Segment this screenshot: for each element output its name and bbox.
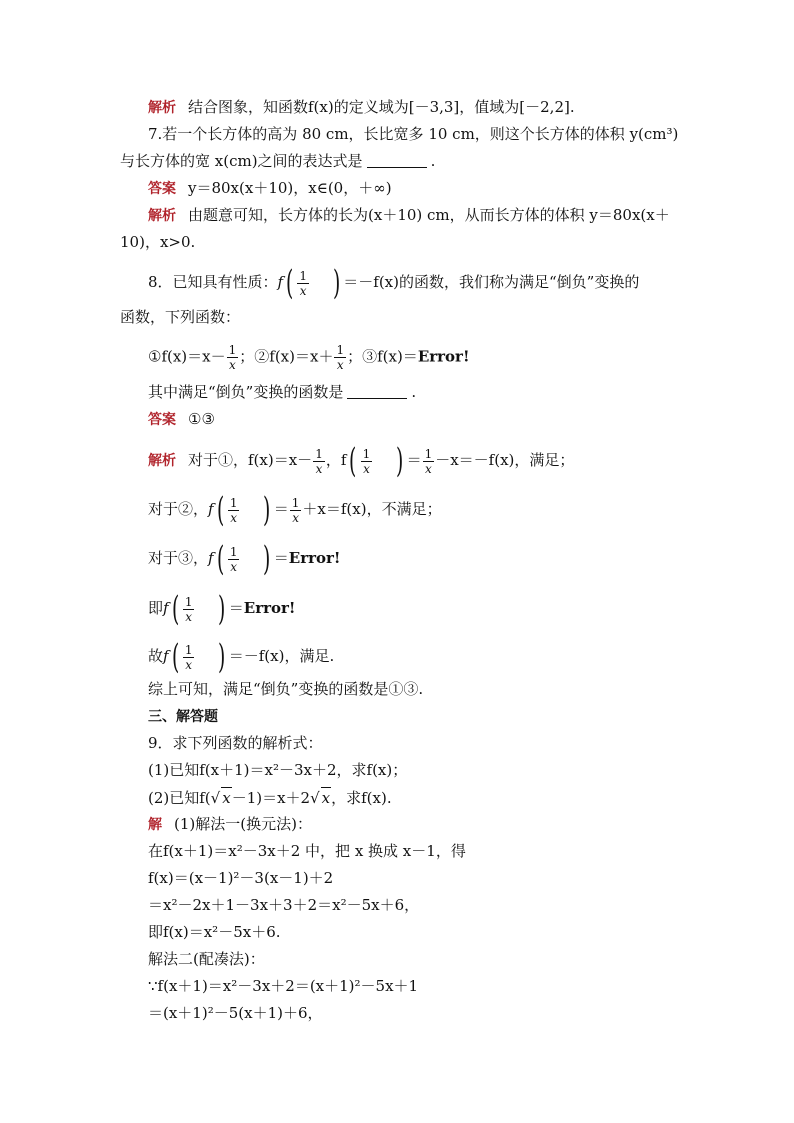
function-symbol: f xyxy=(277,273,284,291)
q9-solution-line-3 xyxy=(148,868,333,888)
analysis-3-pre: 对于③， xyxy=(148,549,209,567)
q8-analysis-line-3 xyxy=(148,539,341,579)
q9-solution-text-1: (1)解法一(换元法)： xyxy=(174,815,312,833)
fraction-numerator: 1 xyxy=(184,642,193,657)
q9-solution-line-2 xyxy=(148,841,466,861)
q9-part1-line xyxy=(148,760,407,780)
q9-part2-line xyxy=(148,787,392,808)
q7-analysis-text-1: 由题意可知，长方体的长为(x＋10) cm，从而长方体的体积 y＝80x(x＋ xyxy=(188,206,670,224)
sqrt-radicand: x xyxy=(222,789,231,807)
analysis-label: 解析 xyxy=(148,453,176,469)
fraction-denominator: x xyxy=(336,358,344,372)
fraction-numerator: 1 xyxy=(336,343,345,357)
fraction-numerator: 1 xyxy=(184,594,193,609)
analysis-1-pre: 对于①，f(x)＝x－ xyxy=(188,451,313,469)
fraction-numerator: 1 xyxy=(229,544,238,559)
fraction-1-over-x xyxy=(228,496,240,525)
q8-analysis-line-5 xyxy=(148,637,335,677)
q9-stem-text: 9．求下列函数的解析式： xyxy=(148,734,323,752)
function-symbol: f xyxy=(163,599,169,617)
fraction-denominator: x xyxy=(229,358,236,372)
analysis-4-pre: 即 xyxy=(148,599,164,617)
right-paren: ) xyxy=(218,589,226,629)
q8-analysis-line-2 xyxy=(148,490,442,530)
sqrt-symbol: √ xyxy=(210,789,221,807)
q9-solution-line-6 xyxy=(148,949,265,969)
right-paren: ) xyxy=(396,441,404,481)
left-paren: ( xyxy=(216,490,224,530)
equals-sign: ＝ xyxy=(273,549,289,567)
function-symbol: f xyxy=(163,647,169,665)
fraction-1-over-x xyxy=(361,447,373,476)
analysis-2-pre: 对于②， xyxy=(148,500,209,518)
error-text: Error! xyxy=(288,549,341,567)
q7-analysis-text-2: 10)，x>0. xyxy=(120,233,196,251)
analysis-5-end: ＝－f(x)，满足. xyxy=(228,647,335,665)
fraction-denominator: x xyxy=(425,461,432,476)
fraction-1-over-x xyxy=(423,447,435,476)
q9-solution-text-7: ∵f(x＋1)＝x²－3x＋2＝(x＋1)²－5x＋1 xyxy=(148,977,419,995)
q7-analysis-line-2 xyxy=(120,232,195,252)
q9-part2-pre: (2)已知f( xyxy=(148,789,211,807)
fraction-1-over-x xyxy=(227,343,239,372)
q7-stem-end: . xyxy=(430,152,436,170)
fraction-denominator: x xyxy=(299,283,307,298)
equals-sign: ＝ xyxy=(273,500,289,518)
fraction-denominator: x xyxy=(315,461,323,476)
analysis-5-pre: 故 xyxy=(148,647,164,665)
q9-solution-text-8: ＝(x＋1)²－5(x＋1)＋6， xyxy=(148,1004,323,1022)
q8-stem-line-1 xyxy=(148,263,640,303)
analysis-label: 解析 xyxy=(148,100,176,116)
analysis-label: 解析 xyxy=(148,208,176,224)
right-paren: ) xyxy=(263,490,271,530)
q8-functions-line xyxy=(148,343,470,372)
left-paren: ( xyxy=(171,589,179,629)
fraction-1-over-x xyxy=(290,496,302,525)
q8-analysis-line-4 xyxy=(148,589,296,629)
fraction-1-over-x xyxy=(334,343,346,372)
q9-solution-text-5: 即f(x)＝x²－5x＋6. xyxy=(148,923,281,941)
q9-solution-text-3: f(x)＝(x－1)²－3(x－1)＋2 xyxy=(148,869,334,887)
function-3-pre: ；③f(x)＝ xyxy=(347,347,418,366)
q9-solution-line-8 xyxy=(148,1003,323,1023)
left-paren: ( xyxy=(171,637,179,677)
fraction-1-over-x xyxy=(228,545,240,574)
fraction-denominator: x xyxy=(230,510,238,525)
section-title: 三、解答题 xyxy=(148,709,218,725)
fraction-numerator: 1 xyxy=(424,446,433,461)
q8-analysis-line-1 xyxy=(148,441,575,481)
fraction-denominator: x xyxy=(363,461,370,476)
fraction-denominator: x xyxy=(230,559,238,574)
q8-stem-text-b: ＝－f(x)的函数，我们称为满足“倒负”变换的 xyxy=(343,273,640,291)
fraction-numerator: 1 xyxy=(362,446,371,461)
q8-question-line xyxy=(148,382,416,402)
left-paren: ( xyxy=(286,263,294,303)
error-text: Error! xyxy=(417,347,470,366)
solution-label: 解 xyxy=(148,817,162,833)
q8-question-end: . xyxy=(411,383,417,401)
right-paren: ) xyxy=(263,539,271,579)
error-text: Error! xyxy=(243,599,296,617)
q8-answer-line xyxy=(148,409,215,430)
q9-solution-text-2: 在f(x＋1)＝x²－3x＋2 中，把 x 换成 x－1，得 xyxy=(148,842,466,860)
section-heading xyxy=(148,706,218,727)
function-symbol: f xyxy=(208,549,214,567)
function-1-pre: ①f(x)＝x－ xyxy=(148,347,226,366)
q7-stem-line-2 xyxy=(120,151,435,171)
fraction-1-over-x xyxy=(297,269,309,298)
q7-analysis-line-1 xyxy=(148,205,670,226)
q9-solution-text-6: 解法二(配凑法)： xyxy=(148,950,265,968)
fraction-denominator: x xyxy=(185,609,193,624)
fraction-1-over-x xyxy=(183,643,195,672)
analysis-2-end: ＋x＝f(x)，不满足； xyxy=(302,500,442,518)
right-paren: ) xyxy=(333,263,341,303)
q9-solution-line-4 xyxy=(148,895,419,915)
q7-stem-text-2: 与长方体的宽 x(cm)之间的表达式是 xyxy=(120,152,363,170)
fraction-1-over-x xyxy=(183,595,195,624)
equals-sign: ＝ xyxy=(406,451,422,469)
q9-stem-line xyxy=(148,733,323,753)
answer-label: 答案 xyxy=(148,412,176,428)
q9-part1-text: (1)已知f(x＋1)＝x²－3x＋2，求f(x)； xyxy=(148,761,408,779)
q6-analysis-text: 结合图象，知函数f(x)的定义域为[－3,3]，值域为[－2,2]. xyxy=(188,98,575,116)
sqrt-symbol: √ xyxy=(310,789,320,807)
fraction-numerator: 1 xyxy=(228,343,237,357)
q9-solution-line-7 xyxy=(148,976,418,996)
q9-solution-line-5 xyxy=(148,922,281,942)
q7-answer-line xyxy=(148,178,392,199)
fraction-numerator: 1 xyxy=(299,268,308,283)
q9-solution-text-4: ＝x²－2x＋1－3x＋3＋2＝x²－5x＋6， xyxy=(148,896,420,914)
q8-question-text: 其中满足“倒负”变换的函数是 xyxy=(148,383,344,401)
fraction-numerator: 1 xyxy=(315,446,323,461)
analysis-1-end: －x＝－f(x)，满足； xyxy=(435,451,575,469)
q8-summary-line xyxy=(148,679,423,699)
fraction-numerator: 1 xyxy=(229,495,238,510)
right-paren: ) xyxy=(218,637,226,677)
sqrt-radicand: x xyxy=(321,789,331,807)
fraction-denominator: x xyxy=(185,657,193,672)
analysis-1-mid: ，f xyxy=(325,451,347,469)
answer-blank xyxy=(347,384,407,399)
q9-part2-mid: －1)＝x＋2 xyxy=(231,789,311,807)
q8-answer-text: ①③ xyxy=(188,410,215,428)
q6-analysis-line xyxy=(148,97,575,118)
function-2-pre: ；②f(x)＝x＋ xyxy=(239,347,334,366)
q8-summary-text: 综上可知，满足“倒负”变换的函数是①③. xyxy=(148,680,424,698)
function-symbol: f xyxy=(208,500,214,518)
left-paren: ( xyxy=(349,441,357,481)
fraction-numerator: 1 xyxy=(291,495,300,510)
fraction-1-over-x xyxy=(313,447,325,476)
q8-stem-text-2: 函数，下列函数： xyxy=(120,308,241,326)
q7-stem-text-1: 7.若一个长方体的高为 80 cm，长比宽多 10 cm，则这个长方体的体积 y(cm³) xyxy=(148,125,679,143)
fraction-denominator: x xyxy=(292,510,299,525)
q9-part2-end: ，求f(x). xyxy=(331,789,392,807)
q9-solution-line-1 xyxy=(148,814,312,835)
left-paren: ( xyxy=(216,539,224,579)
q8-stem-line-2 xyxy=(120,307,240,327)
equals-sign: ＝ xyxy=(228,599,244,617)
q8-stem-text-a: 8．已知具有性质： xyxy=(148,273,278,291)
answer-label: 答案 xyxy=(148,181,176,197)
q7-stem-line-1 xyxy=(148,124,678,144)
answer-blank xyxy=(367,153,427,168)
q7-answer-text: y＝80x(x＋10)，x∈(0，＋∞) xyxy=(188,179,392,197)
